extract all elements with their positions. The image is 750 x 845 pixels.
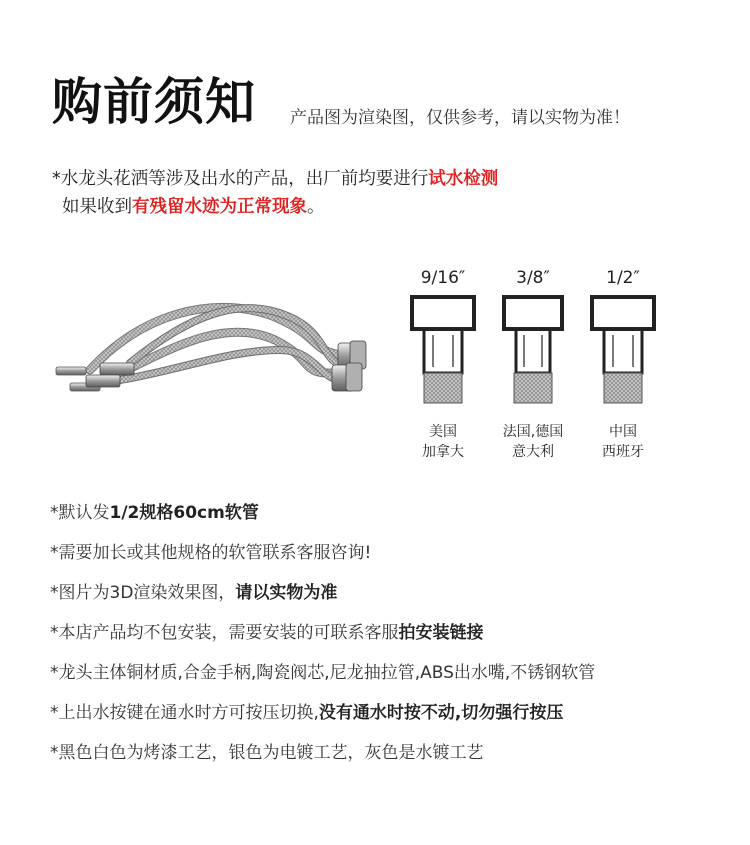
page-title: 购前须知: [52, 73, 256, 131]
notice-line-2-suffix: 。: [307, 197, 325, 217]
bullet-1-bold: 1/2规格60cm软管: [109, 503, 259, 523]
fitting-diagram: [412, 297, 654, 403]
notice-line-1-text: *水龙头花洒等涉及出水的产品，出厂前均要进行: [52, 169, 429, 189]
fitting-icon-2: [504, 297, 562, 403]
bullet-4-bold: 拍安装链接: [398, 623, 484, 643]
page-subtitle: 产品图为渲染图，仅供参考，请以实物为准！: [290, 108, 630, 128]
bullet-4-text: *本店产品均不包安装，需要安装的可联系客服: [50, 623, 399, 643]
bullet-item-7: [50, 740, 595, 780]
fitting-icon-3: [592, 297, 654, 403]
bullet-item-2: [50, 540, 595, 580]
hose-diagram: [50, 255, 700, 475]
notice-line-2-text: 如果收到: [62, 197, 132, 217]
fitting-size-3: 1/2″: [606, 268, 640, 288]
fitting-region-2-line1: 法国,德国: [502, 424, 564, 440]
bullet-3-text: *图片为3D渲染效果图，: [50, 583, 236, 603]
bullet-item-4: [50, 620, 595, 660]
bullet-2-text: *需要加长或其他规格的软管联系客服咨询!: [50, 543, 372, 563]
notice-line-1-highlight: 试水检测: [428, 169, 499, 189]
fitting-size-2: 3/8″: [516, 268, 550, 288]
bullet-6-bold: 没有通水时按不动,切勿强行按压: [318, 703, 564, 723]
notice-line-1: [52, 165, 498, 190]
bullet-item-5: [50, 660, 595, 700]
bullet-item-6: [50, 700, 595, 740]
bullet-3-bold: 请以实物为准: [235, 583, 338, 603]
fitting-region-1-line2: 加拿大: [422, 444, 464, 460]
fitting-region-3-line1: 中国: [609, 424, 637, 440]
bullet-item-1: [50, 500, 595, 540]
fitting-icon-1: [412, 297, 474, 403]
bullet-7-text: *黑色白色为烤漆工艺，银色为电镀工艺，灰色是水镀工艺: [50, 743, 484, 763]
bullet-1-text: *默认发: [50, 503, 110, 523]
bullet-list: [50, 500, 595, 780]
notice-line-2-highlight: 有残留水迹为正常现象: [132, 197, 307, 217]
hose-illustration: [50, 255, 700, 475]
fitting-region-2-line2: 意大利: [512, 444, 554, 460]
bullet-5-text: *龙头主体铜材质,合金手柄,陶瓷阀芯,尼龙抽拉管,ABS出水嘴,不锈钢软管: [50, 663, 596, 683]
braided-hose-icon: [56, 307, 366, 391]
fitting-region-3-line2: 西班牙: [602, 444, 644, 460]
bullet-item-3: [50, 580, 595, 620]
notice-line-2: [62, 193, 325, 218]
fitting-region-1-line1: 美国: [429, 424, 457, 440]
fitting-size-1: 9/16″: [420, 268, 466, 288]
bullet-6-text: *上出水按键在通水时方可按压切换,: [50, 703, 319, 723]
